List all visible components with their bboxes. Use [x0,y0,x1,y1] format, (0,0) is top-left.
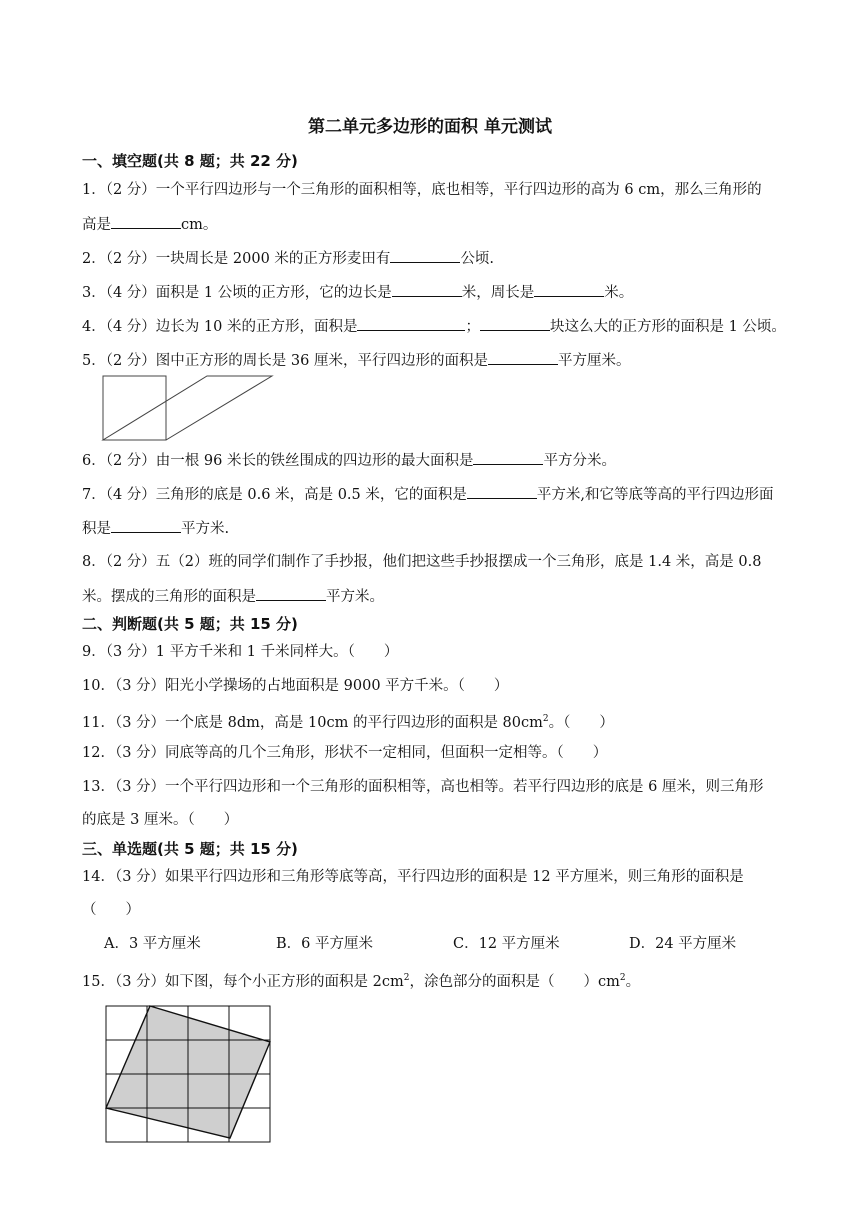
option-b[interactable]: B．6 平方厘米 [276,936,373,952]
parallelogram-shape [103,376,272,440]
question-9: 9．（3 分）1 平方千米和 1 千米同样大。（ ） [82,644,399,660]
question-6 [82,450,616,471]
option-a[interactable]: A．3 平方厘米 [104,936,201,952]
question-text: （ ） [82,902,140,918]
answer-blank[interactable] [534,282,604,297]
question-text: 3．（4 分）面积是 1 公顷的正方形，它的边长是 [82,285,392,301]
question-1-line-2 [82,214,217,235]
question-text: 13．（3 分）一个平行四边形和一个三角形的面积相等，高也相等。若平行四边形的底是 6 厘米，则三角形 [82,779,764,795]
option-d[interactable]: D．24 平方厘米 [629,936,737,952]
question-15 [82,968,640,992]
question-4 [82,316,786,337]
question-3 [82,282,633,303]
answer-blank[interactable] [357,316,465,331]
question-11 [82,709,614,733]
question-8-line-2 [82,586,384,607]
question-text: 公顷. [460,251,495,267]
answer-blank[interactable] [392,282,462,297]
question-text: 5．（2 分）图中正方形的周长是 36 厘米，平行四边形的面积是 [82,353,488,369]
question-text: 米。 [604,285,634,301]
question-text: 积是 [82,521,111,537]
question-text: 米，周长是 [461,285,535,301]
question-5 [82,350,630,371]
section-heading-single-choice: 三、单选题(共 5 题；共 15 分) [82,840,298,858]
question-13-line-2 [82,810,238,830]
question-12: 12．（3 分）同底等高的几个三角形，形状不一定相同，但面积一定相等。（ ） [82,745,608,761]
question-text: 。 [625,973,641,990]
answer-blank[interactable] [111,214,181,229]
question-text: 14．（3 分）如果平行四边形和三角形等底等高，平行四边形的面积是 12 平方厘米，则三角形的面积是 [82,869,744,885]
answer-blank[interactable] [390,248,460,263]
question-text: 7．（4 分）三角形的底是 0.6 米，高是 0.5 米，它的面积是 [82,487,467,503]
question-text: 。（ ） [548,714,614,731]
answer-blank[interactable] [467,484,537,499]
section-heading-fill-blank: 一、填空题(共 8 题；共 22 分) [82,152,298,170]
square-shape [103,376,166,440]
question-text: 2．（2 分）一块周长是 2000 米的正方形麦田有 [82,251,391,267]
grid-lines [106,1006,270,1142]
superscript: 2 [403,973,410,983]
superscript: 2 [619,973,626,983]
question-13 [82,777,763,797]
question-text: 1．（2 分）一个平行四边形与一个三角形的面积相等，底也相等，平行四边形的高为 6 cm，那么三角形的 [82,182,762,198]
question-1 [82,180,762,200]
question-text: 的底是 3 厘米。（ ） [82,812,239,828]
question-text: 平方厘米。 [557,353,631,369]
question-text: 块这么大的正方形的面积是 1 公顷。 [549,319,786,335]
question-text: ； [465,319,480,335]
answer-blank[interactable] [473,450,543,465]
question-text: 平方米. [181,521,230,537]
question-7 [82,484,773,505]
question-text: 平方米,和它等底等高的平行四边形面 [536,487,774,503]
question-7-line-2 [82,518,229,539]
question-10: 10．（3 分）阳光小学操场的占地面积是 9000 平方千米。（ ） [82,678,509,694]
question-text: ，涂色部分的面积是（ ）cm [409,973,620,990]
question-text: 4．（4 分）边长为 10 米的正方形，面积是 [82,319,358,335]
square-parallelogram-figure [100,372,275,444]
superscript: 2 [542,714,549,724]
question-8 [82,552,761,572]
question-text: 15．（3 分）如下图，每个小正方形的面积是 2cm [82,973,404,990]
page-title: 第二单元多边形的面积 单元测试 [308,117,552,137]
answer-blank[interactable] [480,316,550,331]
answer-blank[interactable] [111,518,181,533]
answer-blank[interactable] [488,350,558,365]
grid-shaded-quadrilateral-figure [100,1000,276,1148]
question-14-line-2 [82,900,140,920]
question-text: 11．（3 分）一个底是 8dm，高是 10cm 的平行四边形的面积是 80cm [82,714,543,731]
option-c[interactable]: C．12 平方厘米 [453,936,560,952]
question-text: 高是 [82,217,111,233]
section-heading-true-false: 二、判断题(共 5 题；共 15 分) [82,615,298,633]
question-text: 6．（2 分）由一根 96 米长的铁丝围成的四边形的最大面积是 [82,453,474,469]
question-text: 8．（2 分）五（2）班的同学们制作了手抄报，他们把这些手抄报摆成一个三角形，底是 1.4 米，高是 0.8 [82,554,762,570]
question-text: 平方分米。 [543,453,616,469]
question-14 [82,867,744,887]
question-text: 米。摆成的三角形的面积是 [82,589,256,605]
answer-blank[interactable] [256,586,326,601]
question-2 [82,248,494,269]
question-text: 平方米。 [326,589,384,605]
question-text: cm。 [181,217,218,233]
